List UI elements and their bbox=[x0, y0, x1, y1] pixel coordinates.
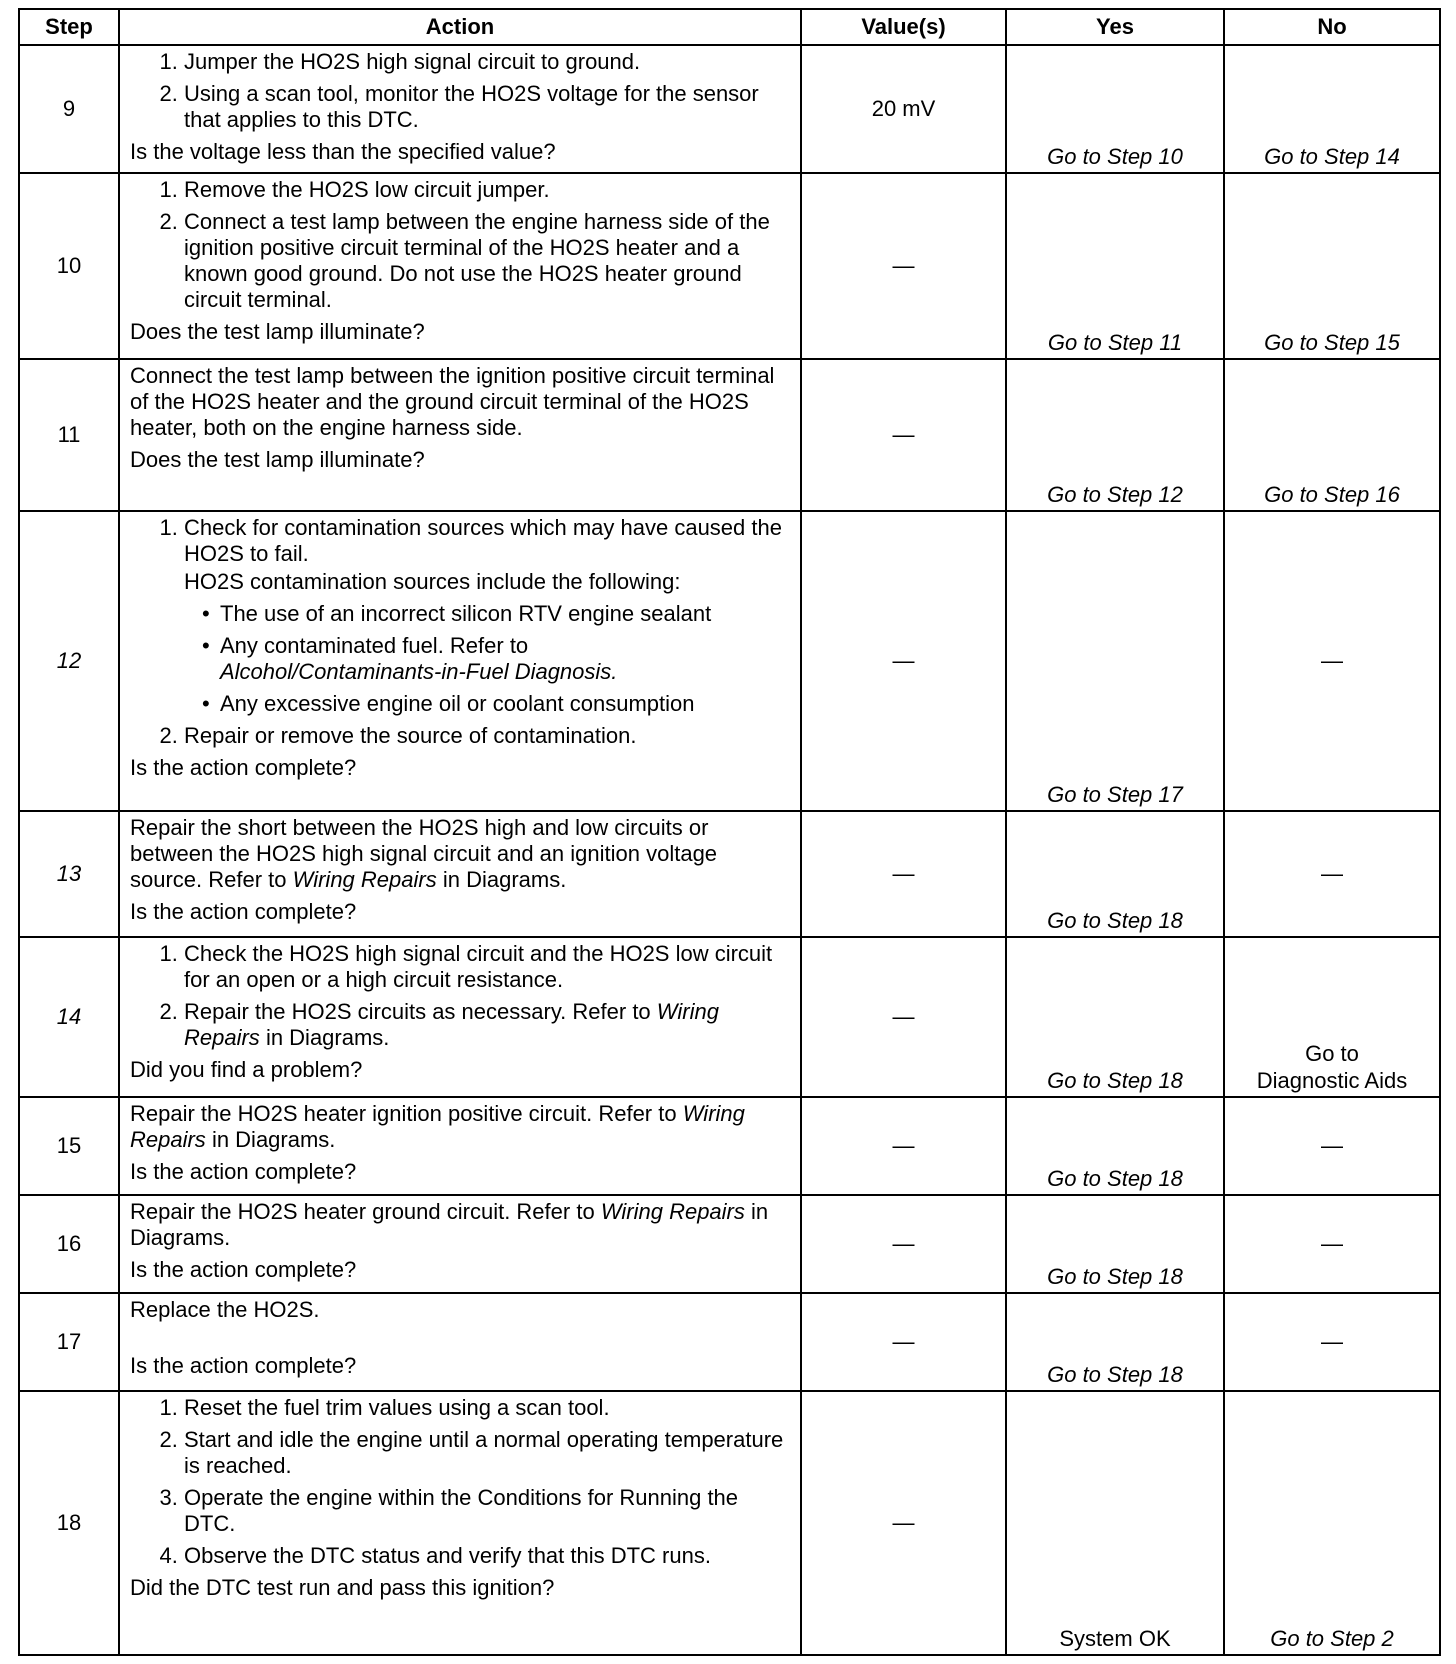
no-link-line1[interactable]: Go to bbox=[1305, 1041, 1359, 1066]
yes-link[interactable]: Go to Step 18 bbox=[1047, 1166, 1183, 1191]
action-question: Is the action complete? bbox=[130, 1353, 357, 1378]
action-text-a: Repair the short between the HO2S high and low circuits or between the HO2S high signal circuit and an ignition voltage source. Refer to bbox=[130, 815, 718, 892]
value-cell bbox=[801, 173, 1006, 359]
value-cell bbox=[801, 937, 1006, 1097]
action-item: 1. Reset the fuel trim values using a scan tool. bbox=[184, 1395, 792, 1421]
yes-cell bbox=[1006, 511, 1224, 811]
action-item bbox=[184, 999, 792, 1051]
action-text: Replace the HO2S. bbox=[130, 1297, 320, 1322]
action-cell bbox=[119, 1195, 801, 1293]
action-cell bbox=[119, 359, 801, 511]
action-text-c: in Diagrams. bbox=[130, 1199, 769, 1250]
value-cell bbox=[801, 511, 1006, 811]
action-text-c: in Diagrams. bbox=[442, 867, 567, 892]
action-text bbox=[130, 1101, 792, 1153]
action-cell bbox=[119, 1097, 801, 1195]
value-dash: — bbox=[892, 253, 915, 278]
table-row-step-11 bbox=[19, 359, 1440, 511]
action-text: Connect the test lamp between the ignition positive circuit terminal of the HO2S heater and the ground circuit terminal of the HO2S heater, both on the engine harness side. bbox=[130, 363, 775, 440]
value-cell bbox=[801, 1195, 1006, 1293]
no-cell bbox=[1224, 811, 1440, 937]
value-text: 20 mV bbox=[871, 96, 936, 121]
action-item-text-end: in Diagrams. bbox=[265, 1025, 390, 1050]
action-question: Did the DTC test run and pass this ignition? bbox=[130, 1575, 555, 1600]
value-cell bbox=[801, 1391, 1006, 1655]
action-item: 2. Start and idle the engine until a normal operating temperature is reached. bbox=[184, 1427, 792, 1479]
value-dash: — bbox=[892, 1329, 915, 1354]
diagnostic-table-page bbox=[18, 8, 1440, 1656]
action-cell bbox=[119, 811, 801, 937]
table-row-step-12 bbox=[19, 511, 1440, 811]
action-item: 1. Remove the HO2S low circuit jumper. bbox=[184, 177, 792, 203]
no-cell bbox=[1224, 173, 1440, 359]
table-row-step-9 bbox=[19, 45, 1440, 173]
list-item-text: Any contaminated fuel. Refer to bbox=[220, 633, 529, 658]
step-number: 10 bbox=[19, 173, 119, 359]
no-link[interactable]: Go to Step 2 bbox=[1270, 1626, 1394, 1651]
no-dash: — bbox=[1321, 1231, 1343, 1256]
action-item: 1. Check the HO2S high signal circuit and the HO2S low circuit for an open or a high circuit resistance. bbox=[184, 941, 792, 993]
value-cell bbox=[801, 1097, 1006, 1195]
action-text-a: Repair the HO2S heater ground circuit. Refer to bbox=[130, 1199, 595, 1224]
action-question: Is the action complete? bbox=[130, 899, 357, 924]
value-cell bbox=[801, 811, 1006, 937]
action-question: Did you find a problem? bbox=[130, 1057, 363, 1082]
action-item-text: Repair the HO2S circuits as necessary. Refer to bbox=[184, 999, 651, 1024]
step-number: 9 bbox=[19, 45, 119, 173]
action-item-text: Check for contamination sources which may have caused the HO2S to fail. bbox=[184, 515, 782, 566]
action-cell bbox=[119, 937, 801, 1097]
list-item bbox=[220, 633, 792, 685]
yes-cell bbox=[1006, 1195, 1224, 1293]
yes-cell bbox=[1006, 937, 1224, 1097]
yes-result: System OK bbox=[1059, 1626, 1171, 1651]
action-cell bbox=[119, 173, 801, 359]
step-number: 11 bbox=[19, 359, 119, 511]
step-number-text: 14 bbox=[56, 1004, 82, 1029]
action-question: Does the test lamp illuminate? bbox=[130, 319, 425, 344]
yes-link[interactable]: Go to Step 18 bbox=[1047, 1362, 1183, 1387]
contamination-intro: HO2S contamination sources include the following: bbox=[184, 569, 681, 594]
value-cell bbox=[801, 359, 1006, 511]
action-item: 2. Using a scan tool, monitor the HO2S voltage for the sensor that applies to this DTC. bbox=[184, 81, 792, 133]
no-cell bbox=[1224, 511, 1440, 811]
value-dash: — bbox=[892, 1510, 915, 1535]
value-cell bbox=[801, 45, 1006, 173]
yes-cell bbox=[1006, 1097, 1224, 1195]
list-item: • The use of an incorrect silicon RTV engine sealant bbox=[220, 601, 792, 627]
no-cell bbox=[1224, 359, 1440, 511]
no-cell bbox=[1224, 1097, 1440, 1195]
step-number bbox=[19, 511, 119, 811]
no-cell[interactable] bbox=[1224, 937, 1440, 1097]
action-question: Is the action complete? bbox=[130, 1159, 357, 1184]
diagnostic-table bbox=[18, 8, 1441, 1656]
action-cell bbox=[119, 1293, 801, 1391]
action-text bbox=[130, 1199, 792, 1251]
action-question: Does the test lamp illuminate? bbox=[130, 447, 425, 472]
step-number-text: 12 bbox=[56, 648, 82, 673]
value-cell bbox=[801, 1293, 1006, 1391]
reference-link[interactable]: Wiring Repairs bbox=[600, 1199, 745, 1224]
yes-cell bbox=[1006, 1293, 1224, 1391]
action-item bbox=[184, 515, 792, 717]
table-row-step-17 bbox=[19, 1293, 1440, 1391]
action-item: 1. Jumper the HO2S high signal circuit to ground. bbox=[184, 49, 792, 75]
no-link[interactable]: Go to Step 15 bbox=[1264, 330, 1400, 355]
value-dash: — bbox=[892, 1231, 915, 1256]
step-number: 16 bbox=[19, 1195, 119, 1293]
list-item: • Any excessive engine oil or coolant consumption bbox=[220, 691, 792, 717]
no-link[interactable]: Go to Step 14 bbox=[1264, 144, 1400, 169]
no-dash: — bbox=[1321, 1133, 1343, 1158]
table-row-step-14 bbox=[19, 937, 1440, 1097]
step-number: 18 bbox=[19, 1391, 119, 1655]
no-cell bbox=[1224, 1195, 1440, 1293]
no-dash: — bbox=[1321, 648, 1343, 673]
yes-cell bbox=[1006, 173, 1224, 359]
no-link[interactable]: Go to Step 16 bbox=[1264, 482, 1400, 507]
yes-cell bbox=[1006, 359, 1224, 511]
table-row-step-15 bbox=[19, 1097, 1440, 1195]
step-number-text: 13 bbox=[56, 861, 82, 886]
yes-link[interactable]: Go to Step 17 bbox=[1047, 782, 1183, 807]
step-number: 17 bbox=[19, 1293, 119, 1391]
yes-cell bbox=[1006, 45, 1224, 173]
value-dash: — bbox=[892, 648, 915, 673]
yes-link[interactable]: Go to Step 18 bbox=[1047, 1068, 1183, 1093]
header-row bbox=[19, 9, 1440, 45]
no-dash: — bbox=[1321, 1329, 1343, 1354]
no-link-line2[interactable]: Diagnostic Aids bbox=[1256, 1068, 1408, 1093]
header-yes: Yes bbox=[1006, 9, 1224, 45]
step-number bbox=[19, 937, 119, 1097]
action-cell bbox=[119, 45, 801, 173]
yes-link[interactable]: Go to Step 12 bbox=[1047, 482, 1183, 507]
yes-cell bbox=[1006, 1391, 1224, 1655]
action-text bbox=[130, 815, 792, 893]
table-row-step-18 bbox=[19, 1391, 1440, 1655]
action-item: 4. Observe the DTC status and verify that this DTC runs. bbox=[184, 1543, 792, 1569]
value-dash: — bbox=[892, 422, 915, 447]
action-question: Is the action complete? bbox=[130, 1257, 357, 1282]
reference-link[interactable]: Alcohol/Contaminants-in-Fuel Diagnosis. bbox=[220, 659, 618, 684]
contamination-list bbox=[184, 601, 792, 717]
value-dash: — bbox=[892, 1133, 915, 1158]
table-row-step-13 bbox=[19, 811, 1440, 937]
reference-link[interactable]: Wiring Repairs bbox=[184, 999, 719, 1050]
header-step: Step bbox=[19, 9, 119, 45]
yes-link[interactable]: Go to Step 11 bbox=[1047, 330, 1183, 355]
yes-link[interactable]: Go to Step 18 bbox=[1047, 1264, 1183, 1289]
action-question: Is the voltage less than the specified value? bbox=[130, 139, 556, 164]
action-text-c: in Diagrams. bbox=[211, 1127, 336, 1152]
no-cell bbox=[1224, 1391, 1440, 1655]
action-question: Is the action complete? bbox=[130, 755, 357, 780]
action-item: 2. Connect a test lamp between the engine harness side of the ignition positive circuit terminal of the HO2S heater and a known good ground. Do not use the HO2S heater ground circuit terminal. bbox=[184, 209, 792, 313]
action-item: 3. Operate the engine within the Conditions for Running the DTC. bbox=[184, 1485, 792, 1537]
table-row-step-10 bbox=[19, 173, 1440, 359]
table-row-step-16 bbox=[19, 1195, 1440, 1293]
no-dash: — bbox=[1321, 861, 1343, 886]
value-dash: — bbox=[892, 861, 915, 886]
step-number bbox=[19, 811, 119, 937]
no-cell bbox=[1224, 1293, 1440, 1391]
action-text-a: Repair the HO2S heater ignition positive circuit. Refer to bbox=[130, 1101, 677, 1126]
no-cell bbox=[1224, 45, 1440, 173]
action-cell bbox=[119, 511, 801, 811]
action-item: 2. Repair or remove the source of contamination. bbox=[184, 723, 792, 749]
yes-cell bbox=[1006, 811, 1224, 937]
yes-link[interactable]: Go to Step 10 bbox=[1047, 144, 1183, 169]
header-action: Action bbox=[119, 9, 801, 45]
reference-link[interactable]: Wiring Repairs bbox=[130, 1101, 745, 1152]
reference-link[interactable]: Wiring Repairs bbox=[292, 867, 437, 892]
header-no: No bbox=[1224, 9, 1440, 45]
value-dash: — bbox=[892, 1004, 915, 1029]
yes-link[interactable]: Go to Step 18 bbox=[1047, 908, 1183, 933]
step-number: 15 bbox=[19, 1097, 119, 1195]
action-cell bbox=[119, 1391, 801, 1655]
header-values: Value(s) bbox=[801, 9, 1006, 45]
